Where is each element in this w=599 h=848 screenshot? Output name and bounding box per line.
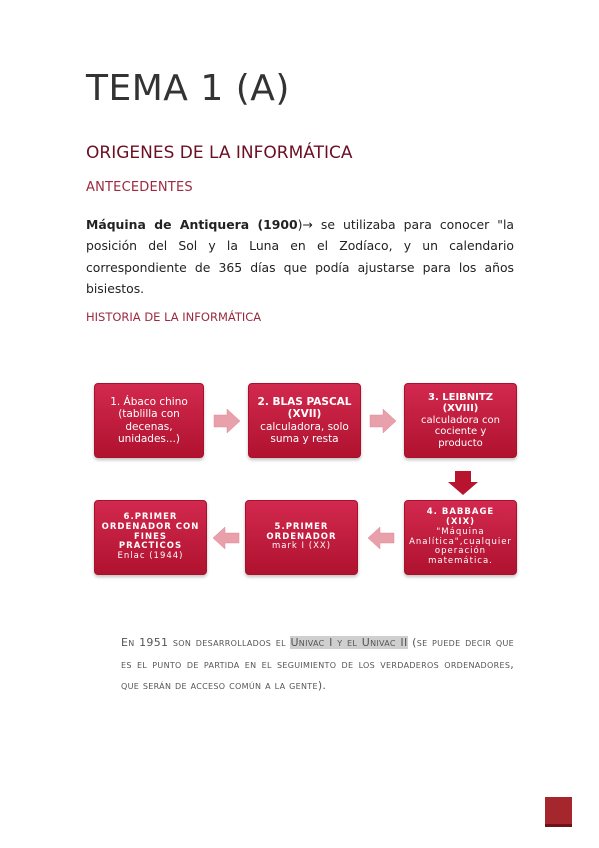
step-title: 5.PRIMER ORDENADOR: [266, 521, 337, 542]
step-body: mark I (XX): [271, 541, 332, 552]
step-title: 3. LEIBNITZ (XVIII): [428, 391, 493, 415]
page-corner-mark: [545, 797, 572, 827]
step-ordenador-fines-practicos: [94, 500, 207, 575]
arrow-left-icon: [367, 526, 395, 550]
univac-note: [121, 632, 514, 697]
note-post: (se puede decir que es el punto de partida en el seguimiento de los verdaderos ordenadores, que serán de acceso común a la gente).: [121, 636, 515, 692]
paragraph-arrow: )→: [297, 217, 313, 232]
step-abaco-chino: [94, 383, 204, 458]
arrow-right-icon: [369, 407, 397, 435]
paragraph-text: se utilizaba para conocer "la posición del Sol y la Luna en el Zodíaco, y un calendario correspondiente de 365 días que podía ajustarse para los años bisiestos.: [86, 217, 514, 296]
step-body: "Máquina Analítica",cualquier operación matemática.: [409, 526, 512, 567]
page-title: TEMA 1 (A): [86, 68, 290, 109]
subsection-heading: ANTECEDENTES: [86, 180, 193, 195]
step-primer-ordenador: [245, 500, 358, 575]
note-pre: En 1951 son desarrollados el: [121, 636, 291, 649]
step-body: (tablilla con decenas, unidades...): [117, 408, 181, 445]
section-heading: ORIGENES DE LA INFORMÁTICA: [86, 143, 353, 163]
step-title: 2. BLAS PASCAL (XVII): [257, 396, 352, 421]
arrow-down-icon: [447, 470, 479, 496]
step-title: 1. Ábaco chino: [110, 396, 188, 409]
step-leibnitz: [404, 383, 517, 458]
step-body: calculadora con cociente y producto: [421, 414, 500, 449]
step-blas-pascal: [248, 383, 361, 458]
antiquera-paragraph: [86, 214, 514, 299]
step-title: 4. BABBAGE (XIX): [426, 507, 495, 527]
step-title: 6.PRIMER ORDENADOR CON FINES PRACTICOS: [101, 512, 200, 552]
note-highlight: Univac I y el Univac II: [290, 636, 408, 649]
history-heading: HISTORIA DE LA INFORMÁTICA: [86, 310, 262, 324]
step-body: calculadora, solo suma y resta: [260, 420, 349, 445]
step-body: Enlac (1944): [117, 551, 184, 562]
step-babbage: [404, 500, 517, 575]
arrow-left-icon: [212, 526, 240, 550]
paragraph-bold-lead: Máquina de Antiquera (1900: [86, 217, 298, 232]
arrow-right-icon: [213, 407, 241, 435]
